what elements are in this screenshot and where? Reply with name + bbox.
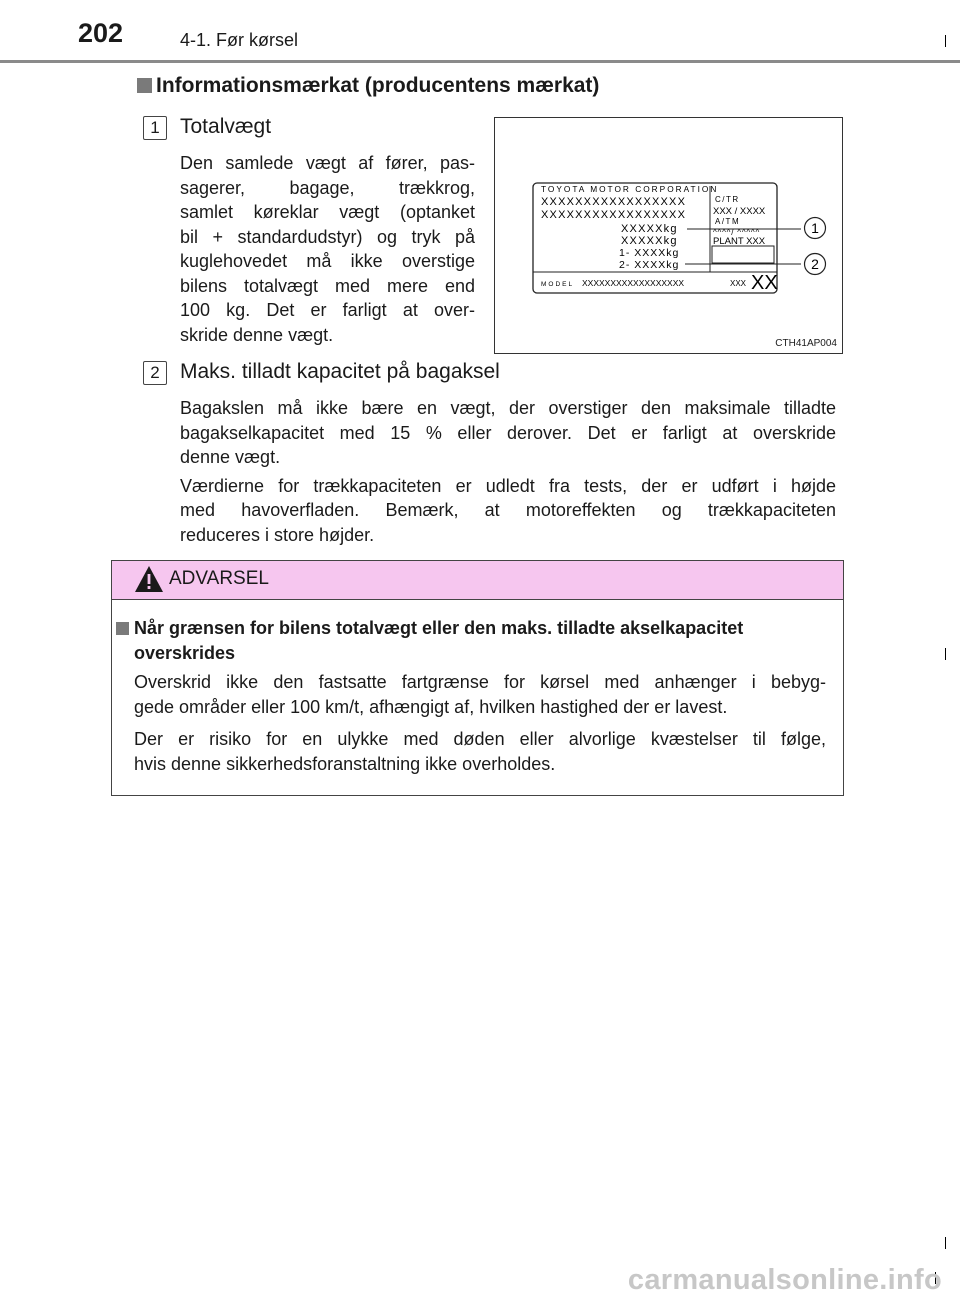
item-title-totalvaegt: Totalvægt <box>180 115 272 138</box>
body-line: reduceres i store højder. <box>180 524 375 545</box>
label-axle1: 1- XXXXkg <box>619 247 680 259</box>
label-weight2: XXXXXkg <box>621 235 678 247</box>
body-line: samlet køreklar vægt (optanket <box>180 202 475 222</box>
label-maker: TOYOTA MOTOR CORPORATION <box>541 184 719 194</box>
callout-2: 2 <box>811 256 819 272</box>
label-plant: PLANT XXX <box>713 236 766 247</box>
label-weight1: XXXXXkg <box>621 223 678 235</box>
item-title-bagaksel: Maks. tilladt kapacitet på bagaksel <box>180 360 500 383</box>
body-line: Værdierne for trækkapaciteten er udledt fra tests, der er udført i højde <box>180 475 836 496</box>
label-atm: A/TM <box>715 217 741 226</box>
body-line: kuglehovedet må ikke overstige <box>180 251 475 271</box>
warning-bullet-icon <box>116 622 129 635</box>
warning-line: Overskrid ikke den fastsatte fartgrænse for kørsel med anhænger i bebyg- <box>134 672 826 692</box>
body-line: med havoverfladen. Bemærk, at motoreffekten og trækkapaciteten <box>180 500 836 520</box>
label-xx: XX <box>751 272 778 294</box>
label-model-value: XXXXXXXXXXXXXXXXXX <box>582 278 685 288</box>
warning-line: gede områder eller 100 km/t, afhængigt af, hvilken hastighed der er lavest. <box>134 696 728 717</box>
label-model: MODEL <box>541 281 575 288</box>
body-line: 100 kg. Det er farligt at over- <box>180 300 475 320</box>
figure-caption: CTH41AP004 <box>775 338 837 349</box>
warning-line: hvis denne sikkerhedsforanstaltning ikke overholdes. <box>134 753 556 774</box>
label-figure <box>494 117 843 354</box>
label-line2: XXXXXXXXXXXXXXXXX <box>541 209 687 221</box>
label-axle2: 2- XXXXkg <box>619 259 680 271</box>
warning-header <box>112 561 843 600</box>
manufacturer-label-illustration <box>495 118 842 353</box>
body-line: bil + standardudstyr) og tryk på <box>180 226 475 247</box>
label-xxx: XXX <box>730 279 747 288</box>
warning-subtitle-line: Når grænsen for bilens totalvægt eller den maks. tilladte akselkapacitet <box>134 618 744 638</box>
item-2-body <box>180 396 836 547</box>
section-title: Informationsmærkat (producentens mærkat) <box>156 74 600 97</box>
body-line: denne vægt. <box>180 447 281 467</box>
label-ctr: C/TR <box>715 195 740 204</box>
callout-1: 1 <box>811 220 819 236</box>
watermark: carmanualsonline.info <box>627 1264 942 1296</box>
body-line: bilens totalvægt med mere end <box>180 275 475 296</box>
warning-title: ADVARSEL <box>169 568 269 589</box>
page-number: 202 <box>78 18 124 48</box>
body-line: skride denne vægt. <box>180 324 334 345</box>
item-1-body <box>180 151 475 347</box>
body-line: Den samlede vægt af fører, pas- <box>180 153 475 173</box>
chapter-title: 4-1. Før kørsel <box>180 30 299 50</box>
header-rule <box>0 60 960 63</box>
label-ctr-value: XXX / XXXX <box>713 206 766 217</box>
warning-line: Der er risiko for en ulykke med døden eller alvorlige kvæstelser til følge, <box>134 729 826 749</box>
crop-mark <box>945 1237 946 1249</box>
warning-body <box>134 670 826 776</box>
warning-subtitle-line: overskrides <box>134 643 236 663</box>
crop-mark <box>945 35 946 47</box>
item-number-1: 1 <box>143 116 167 140</box>
body-line: Bagakslen må ikke bære en vægt, der overstiger den maksimale tilladte <box>180 398 836 418</box>
warning-triangle-icon <box>134 565 164 593</box>
label-line1: XXXXXXXXXXXXXXXXX <box>541 196 687 208</box>
crop-mark <box>945 648 946 660</box>
item-number-2: 2 <box>143 361 167 385</box>
label-carets: ^^^^/ ^^^^^ <box>713 228 761 237</box>
warning-subtitle <box>134 616 834 666</box>
body-line: bagakselkapacitet med 15 % eller derover. Det er farligt at overskride <box>180 422 836 443</box>
body-line: sagerer, bagage, trækkrog, <box>180 177 475 198</box>
section-bullet-icon <box>137 78 152 93</box>
